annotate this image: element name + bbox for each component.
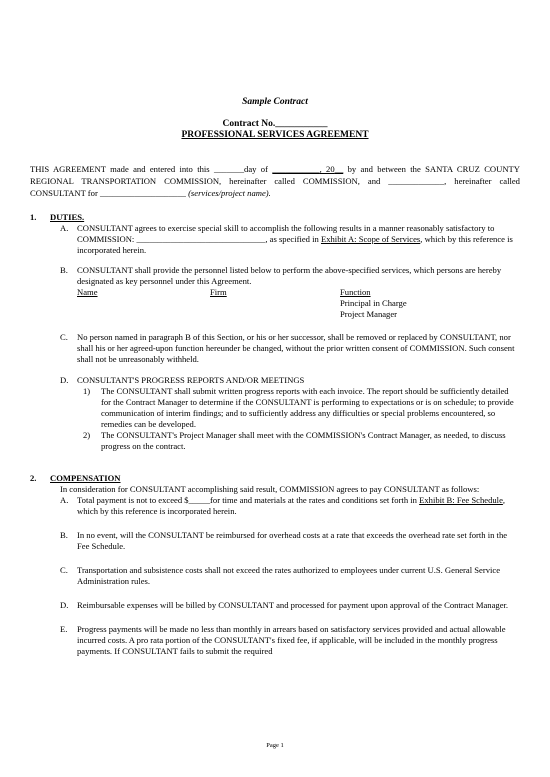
item-text-end: , which by this reference is incorporated herein. — [77, 495, 506, 516]
item-letter: A. — [60, 495, 69, 505]
item-text: No person named in paragraph B of this Section, or his or her successor, shall be removed or replaced by CONSULTANT, nor shall his or her agreed-upon function hereunder be changed, without the prior written consent of COMMISSION. Such consent shall not be unreasonably withheld. — [77, 332, 515, 364]
section-title: DUTIES. — [50, 212, 85, 222]
compensation-item-b — [30, 530, 520, 552]
duties-subitem-1 — [30, 386, 520, 430]
item-letter: E. — [60, 624, 68, 634]
function-value: Project Manager — [340, 309, 398, 319]
column-function: Function — [340, 287, 371, 297]
intro-text-4: , hereinafter called CONSULTANT for ____________________ — [30, 176, 520, 198]
contract-number: Contract No.___________ — [222, 119, 328, 129]
intro-paragraph — [30, 163, 520, 199]
intro-text-1: THIS AGREEMENT made and entered into this _______day of — [30, 164, 273, 174]
section-duties — [30, 212, 520, 452]
sample-contract-label: Sample Contract — [242, 97, 308, 107]
compensation-item-c — [30, 565, 520, 587]
consultant-name-blank: _____ — [422, 176, 445, 186]
duties-item-a — [30, 223, 520, 256]
exhibit-b-reference: Exhibit B: Fee Schedule — [419, 495, 503, 505]
compensation-intro: In consideration for CONSULTANT accomplishing said result, COMMISSION agrees to pay CONSULTANT as follows: — [60, 484, 480, 494]
item-text-end: , which by this reference is incorporated herein. — [77, 234, 513, 255]
personnel-row — [30, 298, 520, 309]
section-heading — [30, 473, 520, 484]
duties-subitem-2 — [30, 430, 520, 452]
intro-text-2: , 20 — [319, 164, 335, 174]
duties-item-b — [30, 265, 520, 287]
subitem-text: The CONSULTANT shall submit written progress reports with each invoice. The report should be sufficiently detailed for the Contract Manager to determine if the CONSULTANT is performing to expectations or is on schedule; to provide communication of interim findings; and to sufficiently address any difficulties or special problems encountered, so remedies can be developed. — [101, 386, 514, 429]
section-compensation — [30, 473, 520, 657]
page-number: Page 1 — [266, 742, 284, 749]
compensation-item-d — [30, 600, 520, 611]
duties-item-d — [30, 375, 520, 386]
item-letter: C. — [60, 565, 68, 575]
compensation-item-a — [30, 495, 520, 517]
function-value: Principal in Charge — [340, 298, 407, 308]
subitem-number: 1) — [83, 386, 91, 396]
month-blank: ___________ — [272, 164, 320, 174]
item-letter: B. — [60, 530, 68, 540]
item-text: Total payment is not to exceed $_____for time and materials at the rates and conditions set forth in — [77, 495, 420, 505]
subitem-number: 2) — [83, 430, 91, 440]
duties-item-c — [30, 332, 520, 365]
column-firm: Firm — [210, 287, 227, 297]
item-text: Reimbursable expenses will be billed by CONSULTANT and processed for payment upon approval of the Contract Manager. — [77, 600, 509, 610]
item-text: Transportation and subsistence costs shall not exceed the rates authorized to employees under current U.S. General Service Administration rules. — [77, 565, 501, 586]
year-blank: __ — [334, 164, 344, 174]
item-letter: D. — [60, 375, 69, 385]
section-title: COMPENSATION — [50, 473, 121, 483]
item-letter: D. — [60, 600, 69, 610]
agreement-title: PROFESSIONAL SERVICES AGREEMENT — [181, 130, 369, 140]
item-letter: B. — [60, 265, 68, 275]
item-text: Progress payments will be made no less than monthly in arrears based on satisfactory services provided and actual allowable incurred costs. A pro rata portion of the CONSULTANT's fixed fee, if applicable, will be included in the monthly progress payments. If CONSULTANT fails to submit the required — [77, 624, 506, 656]
item-text: CONSULTANT'S PROGRESS REPORTS AND/OR MEETINGS — [77, 375, 305, 385]
item-text: CONSULTANT agrees to exercise special skill to accomplish the following results in a manner reasonably satisfactory to COMMISSION: ______________________________, as specified in — [77, 223, 495, 244]
section-heading — [30, 212, 520, 223]
section-number: 2. — [30, 473, 37, 483]
compensation-item-e — [30, 624, 520, 657]
item-letter: A. — [60, 223, 69, 233]
intro-text-3: by and between the SANTA CRUZ COUNTY REGIONAL TRANSPORTATION COMMISSION, hereinafter called COMMISSION, and ________ — [30, 164, 520, 186]
exhibit-a-reference: Exhibit A: Scope of Services — [320, 234, 421, 244]
section-number: 1. — [30, 212, 37, 222]
services-project-name: (services/project name). — [188, 188, 271, 198]
personnel-row — [30, 309, 520, 320]
item-letter: C. — [60, 332, 68, 342]
item-text: In no event, will the CONSULTANT be reimbursed for overhead costs at a rate that exceeds the overhead rate set forth in the Fee Schedule. — [77, 530, 508, 551]
subitem-text: The CONSULTANT's Project Manager shall meet with the COMMISSION's Contract Manager, as needed, to discuss progress on the contract. — [101, 430, 506, 451]
personnel-header-row — [30, 287, 520, 298]
column-name: Name — [77, 287, 98, 297]
item-text: CONSULTANT shall provide the personnel listed below to perform the above-specified services, which persons are hereby designated as key personnel under this Agreement. — [77, 265, 502, 286]
